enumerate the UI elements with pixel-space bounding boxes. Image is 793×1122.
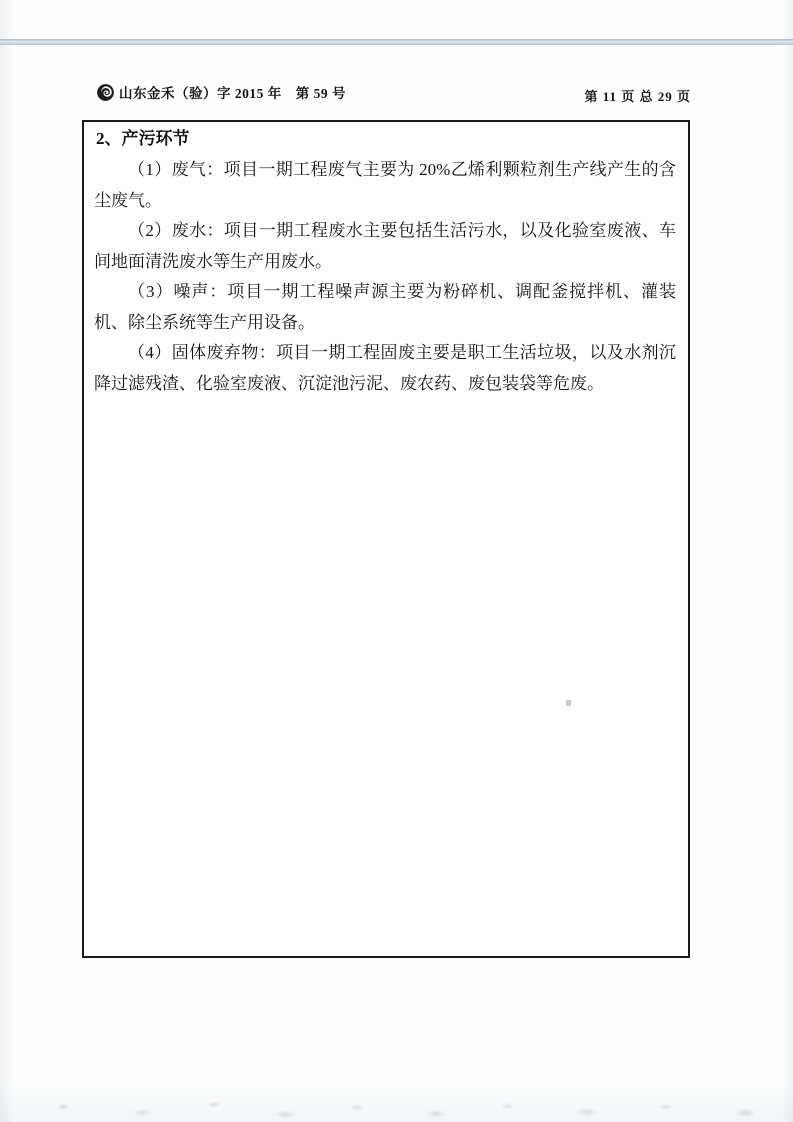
paragraph-waste-gas: （1）废气：项目一期工程废气主要为 20%乙烯利颗粒剂生产线产生的含尘废气。 bbox=[94, 160, 676, 210]
bottom-scan-noise bbox=[0, 1084, 793, 1122]
doc-number-text: 山东金禾（验）字 2015 年 第 59 号 bbox=[119, 86, 346, 101]
swirl-logo-icon bbox=[96, 83, 115, 102]
page-header bbox=[0, 78, 793, 108]
content-box bbox=[82, 120, 690, 958]
doc-number bbox=[96, 82, 346, 102]
top-scan-line bbox=[0, 39, 793, 45]
scan-dot-artifact bbox=[566, 700, 571, 706]
paragraph-noise: （3）噪声：项目一期工程噪声源主要为粉碎机、调配釜搅拌机、灌装机、除尘系统等生产用设备。 bbox=[94, 282, 676, 332]
paragraph-solid-waste: （4）固体废弃物：项目一期工程固废主要是职工生活垃圾，以及水剂沉降过滤残渣、化验室废液、沉淀池污泥、废农药、废包装袋等危废。 bbox=[94, 343, 676, 393]
page-indicator: 第 11 页 总 29 页 bbox=[584, 89, 691, 104]
paragraph-waste-water: （2）废水：项目一期工程废水主要包括生活污水，以及化验室废液、车间地面清洗废水等生产用废水。 bbox=[94, 221, 676, 271]
section-title: 2、产污环节 bbox=[96, 129, 190, 148]
